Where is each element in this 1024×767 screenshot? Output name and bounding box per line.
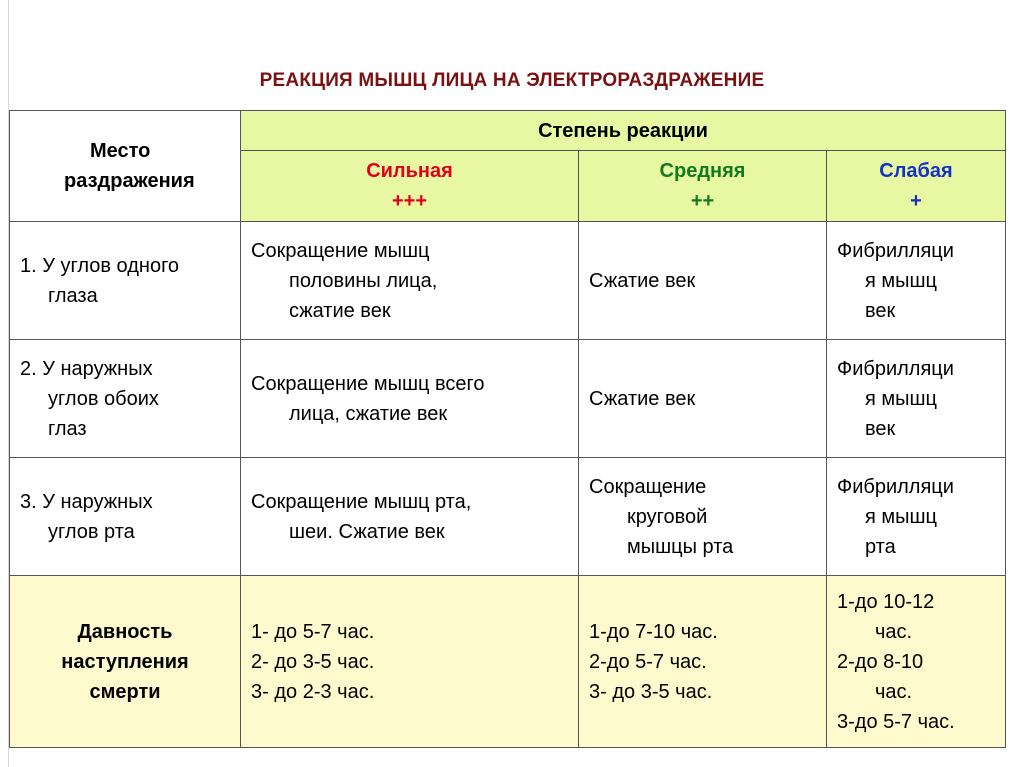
row1-weak-l2: я мышц	[865, 269, 938, 292]
header-degree-strong	[241, 151, 579, 222]
header-degree-weak	[827, 151, 1006, 222]
row3-place-l1: 3. У наружных	[20, 490, 153, 513]
row2-weak-l1: Фибрилляци	[837, 357, 954, 380]
row2-place-l1: 2. У наружных	[20, 357, 153, 380]
row1-strong-l2: половины лица,	[289, 269, 438, 292]
row2-weak	[827, 340, 1006, 458]
row2-strong	[241, 340, 579, 458]
header-degree-medium	[579, 151, 827, 222]
header-place	[10, 111, 241, 222]
footer-medium-l3: 3- до 3-5 час.	[589, 680, 713, 703]
footer-label-l1: Давность	[77, 620, 173, 643]
row1-weak	[827, 222, 1006, 340]
row2-medium	[579, 340, 827, 458]
footer-weak-l5: 3-до 5-7 час.	[837, 710, 955, 733]
row3-place	[10, 458, 241, 576]
row2-strong-l2: лица, сжатие век	[289, 402, 448, 425]
table-row	[10, 340, 1006, 458]
degree-strong-name: Сильная	[366, 160, 453, 182]
footer-strong	[241, 576, 579, 748]
row1-strong-l3: сжатие век	[289, 299, 391, 322]
row2-place	[10, 340, 241, 458]
row3-medium-l1: Сокращение	[589, 475, 707, 498]
row3-place-l2: углов рта	[48, 520, 135, 543]
row2-weak-l2: я мышц	[865, 387, 938, 410]
footer-strong-l2: 2- до 3-5 час.	[251, 650, 375, 673]
row2-strong-l1: Сокращение мышц всего	[251, 372, 485, 395]
row3-weak-l3: рта	[865, 535, 896, 558]
row1-weak-l3: век	[865, 299, 896, 322]
row1-weak-l1: Фибрилляци	[837, 239, 954, 262]
footer-weak-l3: 2-до 8-10	[837, 650, 924, 673]
row3-strong	[241, 458, 579, 576]
row1-strong	[241, 222, 579, 340]
row3-medium-l3: мышцы рта	[627, 535, 734, 558]
footer-medium	[579, 576, 827, 748]
row3-medium-l2: круговой	[627, 505, 708, 528]
degree-medium-sign: ++	[690, 190, 715, 212]
header-place-line1: Место	[90, 140, 151, 162]
footer-medium-l2: 2-до 5-7 час.	[589, 650, 707, 673]
header-reaction: Степень реакции	[241, 111, 1006, 151]
row2-place-l3: глаз	[48, 417, 87, 440]
footer-medium-l1: 1-до 7-10 час.	[589, 620, 718, 643]
footer-label	[10, 576, 241, 748]
table-row	[10, 458, 1006, 576]
footer-weak-l1: 1-до 10-12	[837, 590, 935, 613]
degree-weak-name: Слабая	[879, 160, 953, 182]
row1-place	[10, 222, 241, 340]
table-row-footer	[10, 576, 1006, 748]
row1-place-l1: 1. У углов одного	[20, 254, 180, 277]
row3-strong-l2: шеи. Сжатие век	[289, 520, 445, 543]
footer-label-l3: смерти	[89, 680, 161, 703]
footer-strong-l3: 3- до 2-3 час.	[251, 680, 375, 703]
footer-strong-l1: 1- до 5-7 час.	[251, 620, 375, 643]
degree-weak-sign: +	[910, 190, 922, 212]
row3-medium	[579, 458, 827, 576]
row2-place-l2: углов обоих	[48, 387, 159, 410]
row1-strong-l1: Сокращение мышц	[251, 239, 430, 262]
row1-medium	[579, 222, 827, 340]
row3-weak-l1: Фибрилляци	[837, 475, 954, 498]
footer-weak-l4: час.	[875, 680, 913, 703]
header-place-line2: раздражения	[64, 170, 195, 192]
page-title: РЕАКЦИЯ МЫШЦ ЛИЦА НА ЭЛЕКТРОРАЗДРАЖЕНИЕ	[259, 70, 765, 91]
footer-label-l2: наступления	[61, 650, 189, 673]
footer-weak	[827, 576, 1006, 748]
degree-medium-name: Средняя	[659, 160, 746, 182]
degree-strong-sign: +++	[391, 190, 428, 212]
footer-weak-l2: час.	[875, 620, 913, 643]
row1-medium-l1: Сжатие век	[589, 269, 696, 292]
row2-medium-l1: Сжатие век	[589, 387, 696, 410]
table-row	[10, 222, 1006, 340]
row3-strong-l1: Сокращение мышц рта,	[251, 490, 472, 513]
row1-place-l2: глаза	[48, 284, 98, 307]
row2-weak-l3: век	[865, 417, 896, 440]
reaction-table	[9, 110, 1006, 748]
row3-weak	[827, 458, 1006, 576]
row3-weak-l2: я мышц	[865, 505, 938, 528]
